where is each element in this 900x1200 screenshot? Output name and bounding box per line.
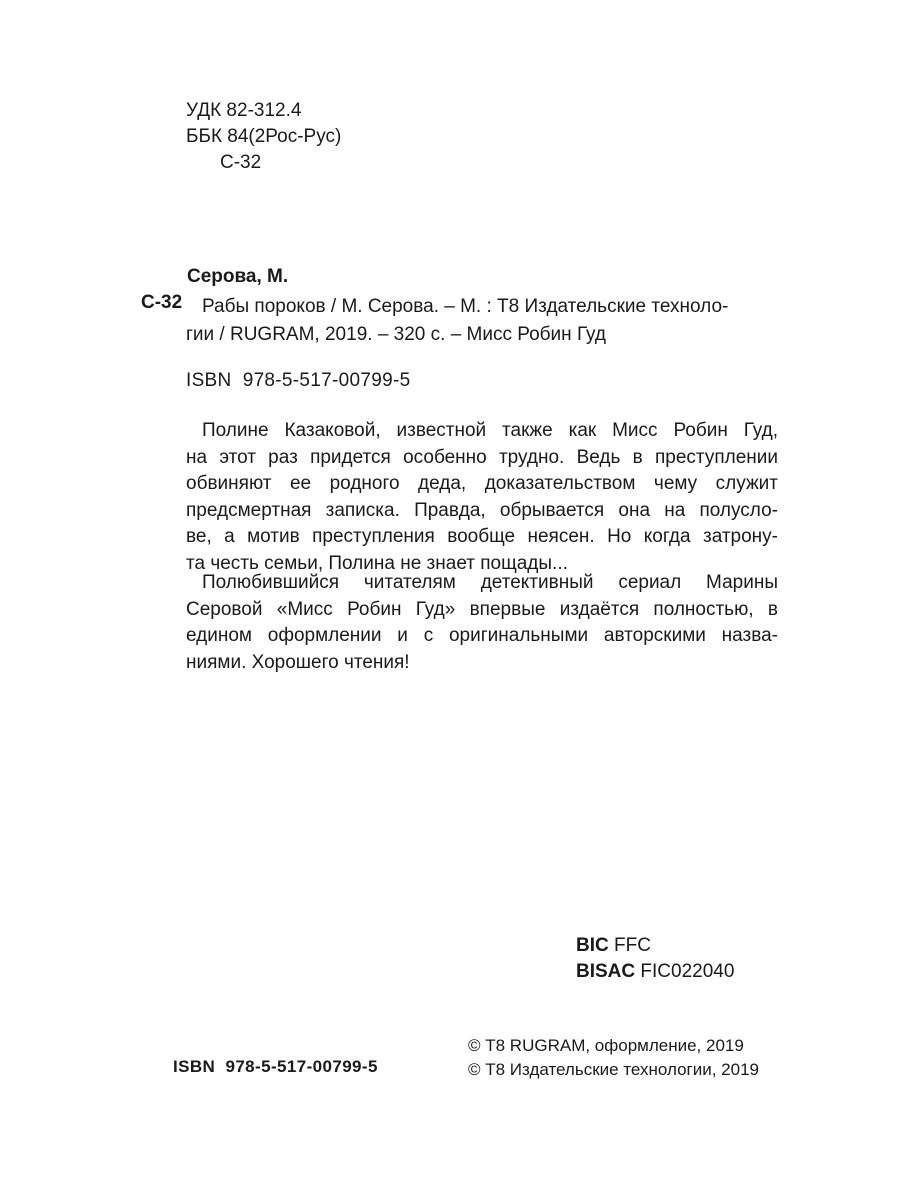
annotation-line: ве, а мотив преступления вообще неясен. Но когда затрону- [186,526,778,547]
annotation-line: предсмертная записка. Правда, обрывается она на полусло- [186,499,778,521]
bibliographic-description [186,293,822,349]
annotation-line: ниями. Хорошего чтения! [186,651,410,673]
annotation-paragraph-1 [186,418,778,577]
bisac-value: FIC022040 [640,961,735,982]
udk-code: УДК 82-312.4 [186,100,302,121]
bic-code [576,933,734,959]
annotation-paragraph-2 [186,570,778,676]
annotation-line: Серовой «Мисс Робин Гуд» впервые издаётся полностью, в [186,598,778,620]
annotation-line: Полюбившийся читателям детективный сериал Марины [202,572,778,593]
copyright-publisher: © Т8 Издательские технологии, 2019 [468,1060,759,1079]
bic-value: FFC [614,935,651,956]
bisac-code [576,959,734,985]
isbn-entry: ISBN 978-5-517-00799-5 [186,370,411,391]
annotation-line: едином оформлении и с оригинальными авторскими назва- [186,625,778,646]
classification-codes [186,98,341,176]
annotation-line: на этот раз придется особенно трудно. Ведь в преступлении [186,446,778,468]
copyright-design: © Т8 RUGRAM, оформление, 2019 [468,1036,744,1055]
annotation-line: та честь семьи, Полина не знает пощады... [186,552,568,574]
description-line-1: Рабы пороков / М. Серова. – М. : Т8 Издательские техноло- [202,296,729,317]
bic-label: BIC [576,935,609,956]
footer-isbn: ISBN 978-5-517-00799-5 [173,1057,378,1076]
author-name: Серова, М. [187,266,289,287]
author-mark: С-32 [220,152,262,173]
annotation-line: Полине Казаковой, известной также как Мисс Робин Гуд, [202,420,778,441]
bisac-label: BISAC [576,961,636,982]
bbk-code: ББК 84(2Рос-Рус) [186,126,342,147]
annotation-line: обвиняют ее родного деда, доказательством чему служит [186,473,778,494]
subject-codes [576,933,734,985]
copyright-block [468,1034,759,1082]
entry-author-mark: С-32 [141,292,183,313]
description-line-2: гии / RUGRAM, 2019. – 320 с. – Мисс Робин Гуд [186,324,606,345]
